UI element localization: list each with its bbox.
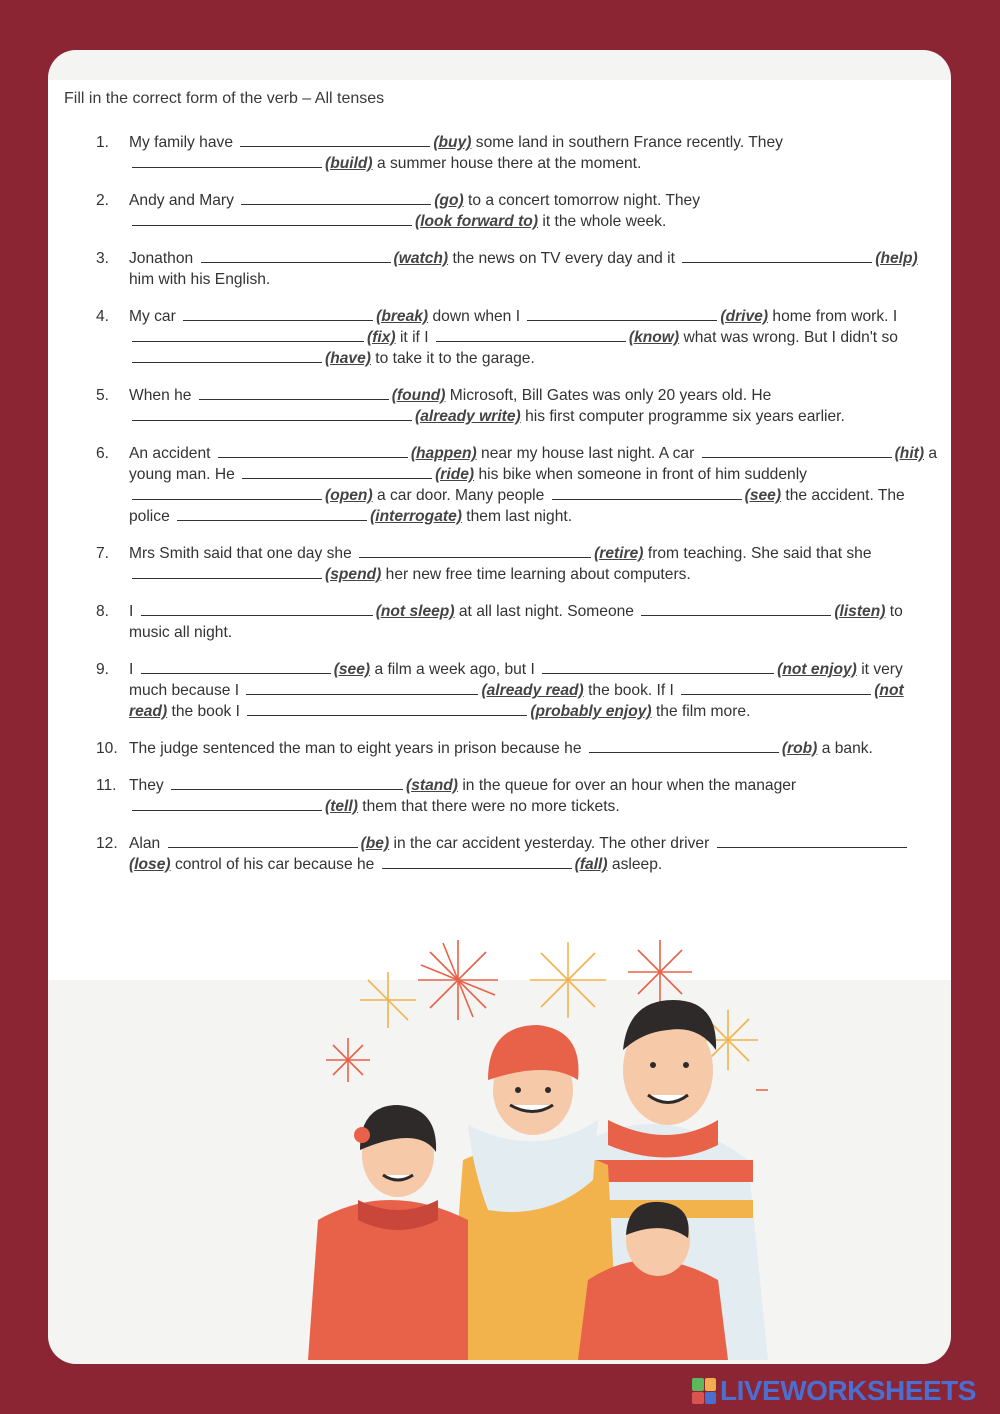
exercise-item	[96, 543, 941, 585]
answer-blank[interactable]	[359, 543, 591, 558]
sentence-text: the book I	[171, 703, 240, 720]
sentence-text: I	[129, 661, 134, 678]
sentence-text: his first computer programme six years earlier.	[525, 408, 845, 425]
exercise-item	[96, 659, 941, 722]
answer-blank[interactable]	[717, 833, 907, 848]
verb-hint: (break)	[376, 308, 429, 325]
exercise-text	[129, 308, 898, 367]
verb-hint: (hit)	[894, 445, 925, 462]
exercise-list	[96, 132, 941, 891]
liveworksheets-logo-icon	[692, 1378, 716, 1404]
exercise-item	[96, 833, 941, 875]
verb-hint: (fix)	[367, 329, 396, 346]
answer-blank[interactable]	[168, 833, 358, 848]
answer-blank[interactable]	[201, 248, 391, 263]
exercise-text	[129, 740, 873, 757]
exercise-number: 12.	[96, 835, 118, 852]
exercise-text	[129, 250, 918, 288]
exercise-number: 8.	[96, 603, 110, 620]
sentence-text: in the queue for over an hour when the manager	[462, 777, 797, 794]
answer-blank[interactable]	[682, 248, 872, 263]
sentence-text: a film a week ago, but I	[374, 661, 535, 678]
sentence-text: Microsoft, Bill Gates was only 20 years old. He	[449, 387, 772, 404]
exercise-number: 11.	[96, 777, 117, 794]
page-title: Fill in the correct form of the verb – All tenses	[64, 90, 385, 107]
answer-blank[interactable]	[183, 306, 373, 321]
sentence-text: in the car accident yesterday. The other driver	[393, 835, 710, 852]
worksheet-card	[48, 50, 951, 1364]
answer-blank[interactable]	[132, 485, 322, 500]
sentence-text: asleep.	[611, 856, 663, 873]
exercise-item	[96, 738, 941, 759]
exercise-number: 3.	[96, 250, 110, 267]
answer-blank[interactable]	[641, 601, 831, 616]
sentence-text: The judge sentenced the man to eight years in prison because he	[129, 740, 582, 757]
answer-blank[interactable]	[247, 701, 527, 716]
liveworksheets-logo[interactable]	[692, 1376, 976, 1406]
exercise-text	[129, 777, 796, 815]
sentence-text: Andy and Mary	[129, 192, 234, 209]
exercise-number: 5.	[96, 387, 110, 404]
answer-blank[interactable]	[132, 348, 322, 363]
sentence-text: his bike when someone in front of him suddenly	[478, 466, 807, 483]
verb-hint: (listen)	[834, 603, 886, 620]
sentence-text: it very much because I	[129, 661, 903, 699]
verb-hint: (tell)	[325, 798, 358, 815]
verb-hint: (see)	[744, 487, 782, 504]
verb-hint: (know)	[628, 329, 680, 346]
verb-hint: (help)	[875, 250, 918, 267]
verb-hint: (look forward to)	[415, 213, 539, 230]
sentence-text: them that there were no more tickets.	[362, 798, 620, 815]
sentence-text: a summer house there at the moment.	[376, 155, 642, 172]
verb-hint: (already write)	[415, 408, 521, 425]
answer-blank[interactable]	[132, 406, 412, 421]
verb-hint: (watch)	[393, 250, 449, 267]
answer-blank[interactable]	[589, 738, 779, 753]
verb-hint: (be)	[360, 835, 390, 852]
verb-hint: (not enjoy)	[777, 661, 857, 678]
answer-blank[interactable]	[171, 775, 403, 790]
exercise-text	[129, 545, 872, 583]
sentence-text: down when I	[432, 308, 521, 325]
exercise-number: 4.	[96, 308, 110, 325]
sentence-text: Jonathon	[129, 250, 194, 267]
answer-blank[interactable]	[241, 190, 431, 205]
answer-blank[interactable]	[132, 327, 364, 342]
sentence-text: a young man. He	[129, 445, 938, 483]
verb-hint: (spend)	[325, 566, 382, 583]
verb-hint: (go)	[434, 192, 464, 209]
exercise-item	[96, 248, 941, 290]
sentence-text: him with his English.	[129, 271, 271, 288]
exercise-text	[129, 835, 910, 873]
exercise-number: 1.	[96, 134, 110, 151]
answer-blank[interactable]	[132, 211, 412, 226]
exercise-text	[129, 192, 700, 230]
sentence-text: My family have	[129, 134, 233, 151]
sentence-text: a car door. Many people	[376, 487, 545, 504]
answer-blank[interactable]	[436, 327, 626, 342]
verb-hint: (already read)	[481, 682, 584, 699]
answer-blank[interactable]	[141, 601, 373, 616]
sentence-text: the book. If I	[588, 682, 674, 699]
verb-hint: (ride)	[435, 466, 475, 483]
verb-hint: (found)	[391, 387, 446, 404]
exercise-text	[129, 661, 904, 720]
answer-blank[interactable]	[382, 854, 572, 869]
sentence-text: the film more.	[655, 703, 751, 720]
sentence-text: to take it to the garage.	[375, 350, 535, 367]
exercise-item	[96, 190, 941, 232]
verb-hint: (have)	[325, 350, 371, 367]
sentence-text: An accident	[129, 445, 211, 462]
sentence-text: near my house last night. A car	[481, 445, 695, 462]
answer-blank[interactable]	[702, 443, 892, 458]
sentence-text: them last night.	[466, 508, 573, 525]
logo-text: LIVEWORKSHEETS	[720, 1375, 976, 1406]
sentence-text: a bank.	[821, 740, 873, 757]
answer-blank[interactable]	[132, 564, 322, 579]
answer-blank[interactable]	[542, 659, 774, 674]
girl-figure	[308, 1105, 468, 1360]
sentence-text: home from work. I	[772, 308, 898, 325]
answer-blank[interactable]	[199, 385, 389, 400]
verb-hint: (lose)	[129, 856, 171, 873]
sentence-text: the news on TV every day and it	[452, 250, 675, 267]
answer-blank[interactable]	[240, 132, 430, 147]
sentence-text: Alan	[129, 835, 161, 852]
exercise-text	[129, 134, 783, 172]
exercise-item	[96, 775, 941, 817]
sentence-text: at all last night. Someone	[458, 603, 634, 620]
verb-hint: (not read)	[129, 682, 904, 720]
sentence-text: from teaching. She said that she	[647, 545, 872, 562]
exercise-text	[129, 445, 937, 525]
sentence-text: some land in southern France recently. They	[475, 134, 783, 151]
verb-hint: (open)	[325, 487, 373, 504]
answer-blank[interactable]	[242, 464, 432, 479]
verb-hint: (probably enjoy)	[530, 703, 652, 720]
sentence-text: Mrs Smith said that one day she	[129, 545, 352, 562]
verb-hint: (not sleep)	[375, 603, 455, 620]
verb-hint: (retire)	[594, 545, 644, 562]
answer-blank[interactable]	[132, 796, 322, 811]
sentence-text: the accident. The police	[129, 487, 905, 525]
exercise-item	[96, 306, 941, 369]
sentence-text: When he	[129, 387, 192, 404]
sentence-text: what was wrong. But I didn't so	[683, 329, 898, 346]
sentence-text: her new free time learning about computers.	[385, 566, 691, 583]
verb-hint: (interrogate)	[370, 508, 462, 525]
exercise-item	[96, 601, 941, 643]
sentence-text: it if I	[399, 329, 429, 346]
verb-hint: (see)	[333, 661, 371, 678]
answer-blank[interactable]	[246, 680, 478, 695]
exercise-number: 7.	[96, 545, 110, 562]
answer-blank[interactable]	[552, 485, 742, 500]
sentence-text: to a concert tomorrow night. They	[468, 192, 701, 209]
answer-blank[interactable]	[141, 659, 331, 674]
verb-hint: (drive)	[720, 308, 769, 325]
verb-hint: (happen)	[410, 445, 477, 462]
answer-blank[interactable]	[681, 680, 871, 695]
answer-blank[interactable]	[132, 153, 322, 168]
sentence-text: I	[129, 603, 134, 620]
sentence-text: to music all night.	[129, 603, 903, 641]
verb-hint: (fall)	[574, 856, 608, 873]
family-celebration-illustration	[248, 920, 768, 1360]
verb-hint: (rob)	[781, 740, 818, 757]
exercise-number: 6.	[96, 445, 110, 462]
exercise-number: 2.	[96, 192, 110, 209]
sentence-text: control of his car because he	[174, 856, 375, 873]
answer-blank[interactable]	[218, 443, 408, 458]
sentence-text: My car	[129, 308, 176, 325]
verb-hint: (buy)	[433, 134, 472, 151]
exercise-item	[96, 132, 941, 174]
sentence-text: it the whole week.	[542, 213, 667, 230]
exercise-item	[96, 385, 941, 427]
answer-blank[interactable]	[527, 306, 717, 321]
verb-hint: (stand)	[406, 777, 458, 794]
exercise-number: 10.	[96, 740, 118, 757]
exercise-item	[96, 443, 941, 527]
exercise-text	[129, 603, 903, 641]
sentence-text: They	[129, 777, 164, 794]
answer-blank[interactable]	[177, 506, 367, 521]
exercise-number: 9.	[96, 661, 110, 678]
verb-hint: (build)	[325, 155, 373, 172]
exercise-text	[129, 387, 845, 425]
